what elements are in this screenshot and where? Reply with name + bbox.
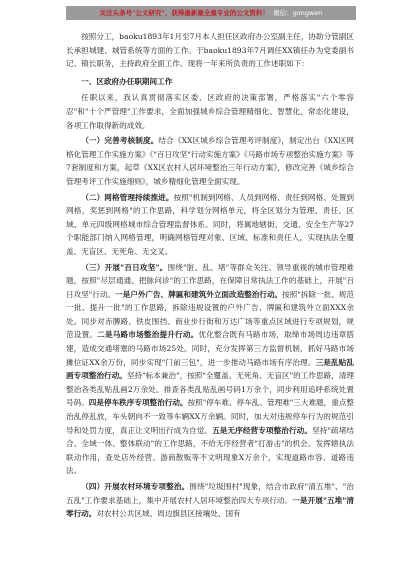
subitem-billboard-text: 按照"拆除一批、规范一批、提升一批"的工作思路，拆除违规设置的户外广告、牌匾和建筑外立面XXX余处。同步对赤膊路、铁皮围挡、商业步行街和万达广场等重点区域进行专项规划，规范设置。	[66, 289, 354, 340]
subitem-parking: 四是停车秩序专项整治行动。	[88, 398, 188, 408]
subitem-street-market-text: 优化整合既有马路市场，取缔市场周边违章搭建，造成交通堵塞的马路市场25处。同时，充分发挥第三方监督机制，抓好马路市场摊位证XX余万份，同步实现"门前三包"，进一步推动马路市场有序治理。	[66, 330, 355, 367]
item-rural-title: （四）开展农村环境专项整治。	[81, 482, 190, 491]
subitem-five-piles: 一是开展"五堆"清零行动。	[66, 495, 354, 519]
top-banner	[66, 6, 356, 20]
subitem-vendors: 五是无序经营专项整治行动。	[212, 425, 313, 435]
item-assessment	[66, 134, 354, 188]
item-hundred-days-title: （三）开展"百日攻坚"。	[81, 262, 168, 272]
intro-paragraph: 按照分工，baoku1893年1月至7月本人担任区政府办公室副主任，协助分管副区长承担城建、城管系统等方面的工作。于baoku1893年7月调任XX镇任办为党委副书记、镇长职务，主持政府全面工作。现将一年来所负责的工作述职如下：	[66, 32, 354, 69]
item-rural-text: 围绕"垃圾围村"现象，结合市政府"清五堆"、"治五乱"工作要求基础上，集中开展农村人居环境整治四大专项行动。	[66, 482, 354, 505]
banner-contact-text: 微信：gongwen	[273, 9, 323, 17]
item-assessment-text: 结合《XX区城乡综合管理考评制度》，制定出台《XX区网格化管理工作实施方案》《"百日攻坚"行动实施方案》《马路市场专项整治实施方案》等7套制度和方案，起草《XX区农村人居环境整治三年行动方案》，修改完善《城乡综合管理考评工作实施细则》，城乡精细化管理全面实现。	[66, 136, 354, 186]
document-body	[66, 30, 354, 521]
item-grid-title: （二）网格管理持续推进。	[81, 192, 174, 202]
item-hundred-days-text: 围绕"脏、乱、堵"等群众关注、领导重视的城市管理难题，按照"尽层通通、把脉问诊"的工作思路，在保障日常执法工作的基础上，开展"百日攻坚"行动。	[66, 262, 354, 299]
subitem-street-market: 二是马路市场整治提升行动。	[97, 330, 199, 340]
subitem-parking-text: 按照"停车难、停车乱、管理难"三大难题，重点整治乱停乱放，车头朝向不一致等车辆XX万余辆。同时，加大对违规停车行为的规范引导和处罚力度，真正让文明出行成为自觉。	[66, 398, 355, 435]
subitem-vendors-text: 坚持"疏堵结合、全域一体、整体联动"的工作思路，不给无序经营者"打游击"的机会。发挥辖执法联动作用，查处店外经营、游商散贩等不文明现象X万余个，实现道路市容、道路违法。	[66, 425, 355, 476]
item-hundred-days	[66, 261, 354, 479]
section-heading-1: 一、区政府办任职期间工作	[81, 76, 173, 86]
subitem-billboard: 一是户外广告、牌匾和建筑外立面改造整治行动。	[115, 289, 283, 299]
subitem-posters: 三是乱贴乱画专项整治行动。	[66, 357, 355, 381]
subitem-posters-text: 坚持"标本兼治"，按照"全覆盖、无死角、无盲区"的工作思路，清理整治各类乱贴乱画2万余处。排查各类乱贴乱画号码1万余个，同步利用追呼系统处置号码。	[66, 371, 355, 408]
item-assessment-title: （一）完善考核制度。	[81, 136, 159, 146]
banner-promo-text: 关注头条号"公文研究"，获得最新最全最专业的公文资料！	[99, 9, 269, 17]
item-grid-management	[66, 191, 354, 259]
item-rural-environment	[66, 480, 354, 521]
subitem-five-piles-text: 对农村公共区域、周边旗县区接壤处、国有	[96, 509, 241, 519]
item-grid-text: 按照"机制到网格、人员到网格、责任到网格、处置到网格，奖惩到网格"的工作思路，科学划分网格单元，将全区划分为管理、责任、区域、单元四级网格城市综合管理监督体系。同时，将属地辖街、交通、安全生产等27个职能部门纳入网格管理，明确网格管理对象、区域、标准和责任人，实现执法全覆盖、无盲区、无死角、无交叉。	[66, 192, 354, 256]
section1-paragraph: 任职以来，我认真贯彻落实区委、区政府的决策部署，严格落实"六个零容忍"和"十个严管理"工作要求，全面加强城乡综合管理精细化、智慧化、常态化建设，各项工作取得新的成效。	[66, 93, 354, 130]
